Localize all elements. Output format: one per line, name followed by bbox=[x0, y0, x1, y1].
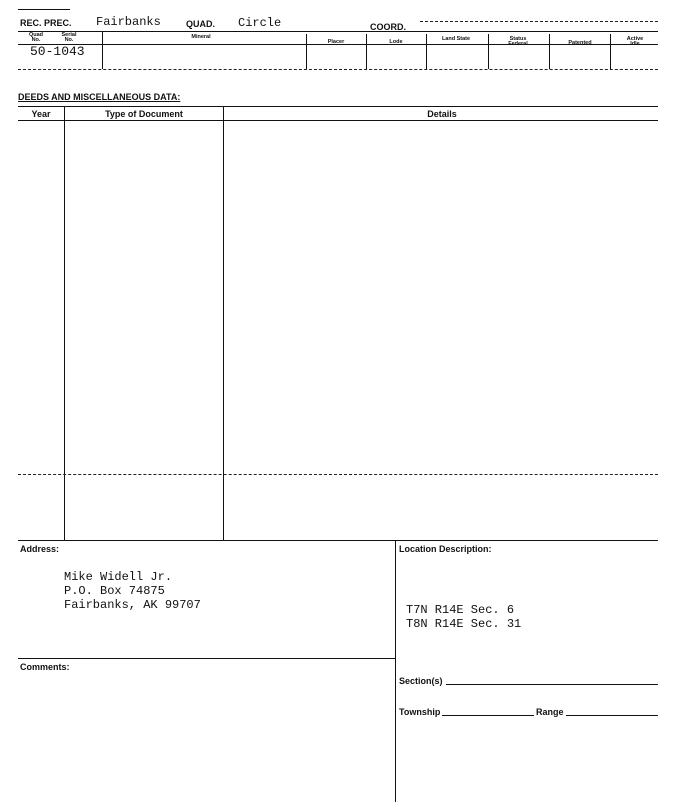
location-line-2: T8N R14E Sec. 31 bbox=[406, 617, 522, 631]
col-divider bbox=[306, 34, 307, 69]
quad-value: Circle bbox=[238, 16, 282, 30]
range-label: Range bbox=[536, 707, 564, 717]
col-type-of-document: Type of Document bbox=[105, 109, 183, 119]
col-year: Year bbox=[31, 109, 51, 119]
col-divider bbox=[102, 31, 103, 69]
col-status-federal: Status Federal bbox=[508, 36, 528, 47]
col-divider bbox=[549, 34, 550, 69]
top-rule bbox=[18, 9, 70, 10]
col-placer: Placer bbox=[327, 39, 345, 45]
col-divider bbox=[488, 34, 489, 69]
coord-dashed-line bbox=[420, 21, 658, 22]
col-lode: Lode bbox=[389, 39, 403, 45]
deeds-section-title: DEEDS AND MISCELLANEOUS DATA: bbox=[18, 92, 181, 102]
location-description-label: Location Description: bbox=[399, 544, 492, 554]
quad-serial-value: 50-1043 bbox=[30, 44, 85, 59]
col-divider bbox=[426, 34, 427, 69]
range-fill-line bbox=[566, 715, 658, 716]
col-quad-no: Quad No. bbox=[28, 32, 44, 43]
col-serial-no: Serial No. bbox=[61, 32, 77, 43]
col-patented: Patented bbox=[568, 40, 592, 46]
address-line-1: Mike Widell Jr. bbox=[64, 570, 173, 584]
rec-prec-label: REC. PREC. bbox=[20, 18, 72, 28]
township-label: Township bbox=[399, 707, 441, 717]
quad-label: QUAD. bbox=[186, 19, 215, 29]
deeds-header-bottom bbox=[18, 120, 658, 121]
address-line-3: Fairbanks, AK 99707 bbox=[64, 598, 201, 612]
col-land-state: Land State bbox=[441, 36, 471, 42]
sections-label: Section(s) bbox=[399, 676, 443, 686]
address-line-2: P.O. Box 74875 bbox=[64, 584, 165, 598]
col-mineral: Mineral bbox=[191, 34, 211, 40]
deeds-table-top bbox=[18, 106, 658, 107]
col-divider bbox=[610, 34, 611, 69]
comments-label: Comments: bbox=[20, 662, 70, 672]
deeds-dashed-separator bbox=[18, 474, 658, 475]
location-line-1: T7N R14E Sec. 6 bbox=[406, 603, 515, 617]
claim-table-top bbox=[18, 31, 658, 32]
col-divider bbox=[366, 34, 367, 69]
col-details: Details bbox=[427, 109, 457, 119]
comments-top-rule bbox=[18, 658, 395, 659]
bottom-section-top bbox=[18, 540, 658, 541]
bottom-center-divider bbox=[395, 540, 396, 802]
col-active-idle: Active Idle bbox=[626, 36, 644, 47]
township-fill-line bbox=[442, 715, 534, 716]
rec-prec-value: Fairbanks bbox=[96, 15, 161, 29]
coord-label: COORD. bbox=[370, 22, 406, 32]
claim-table-bottom bbox=[18, 69, 658, 70]
address-label: Address: bbox=[20, 544, 60, 554]
sections-fill-line bbox=[446, 684, 658, 685]
